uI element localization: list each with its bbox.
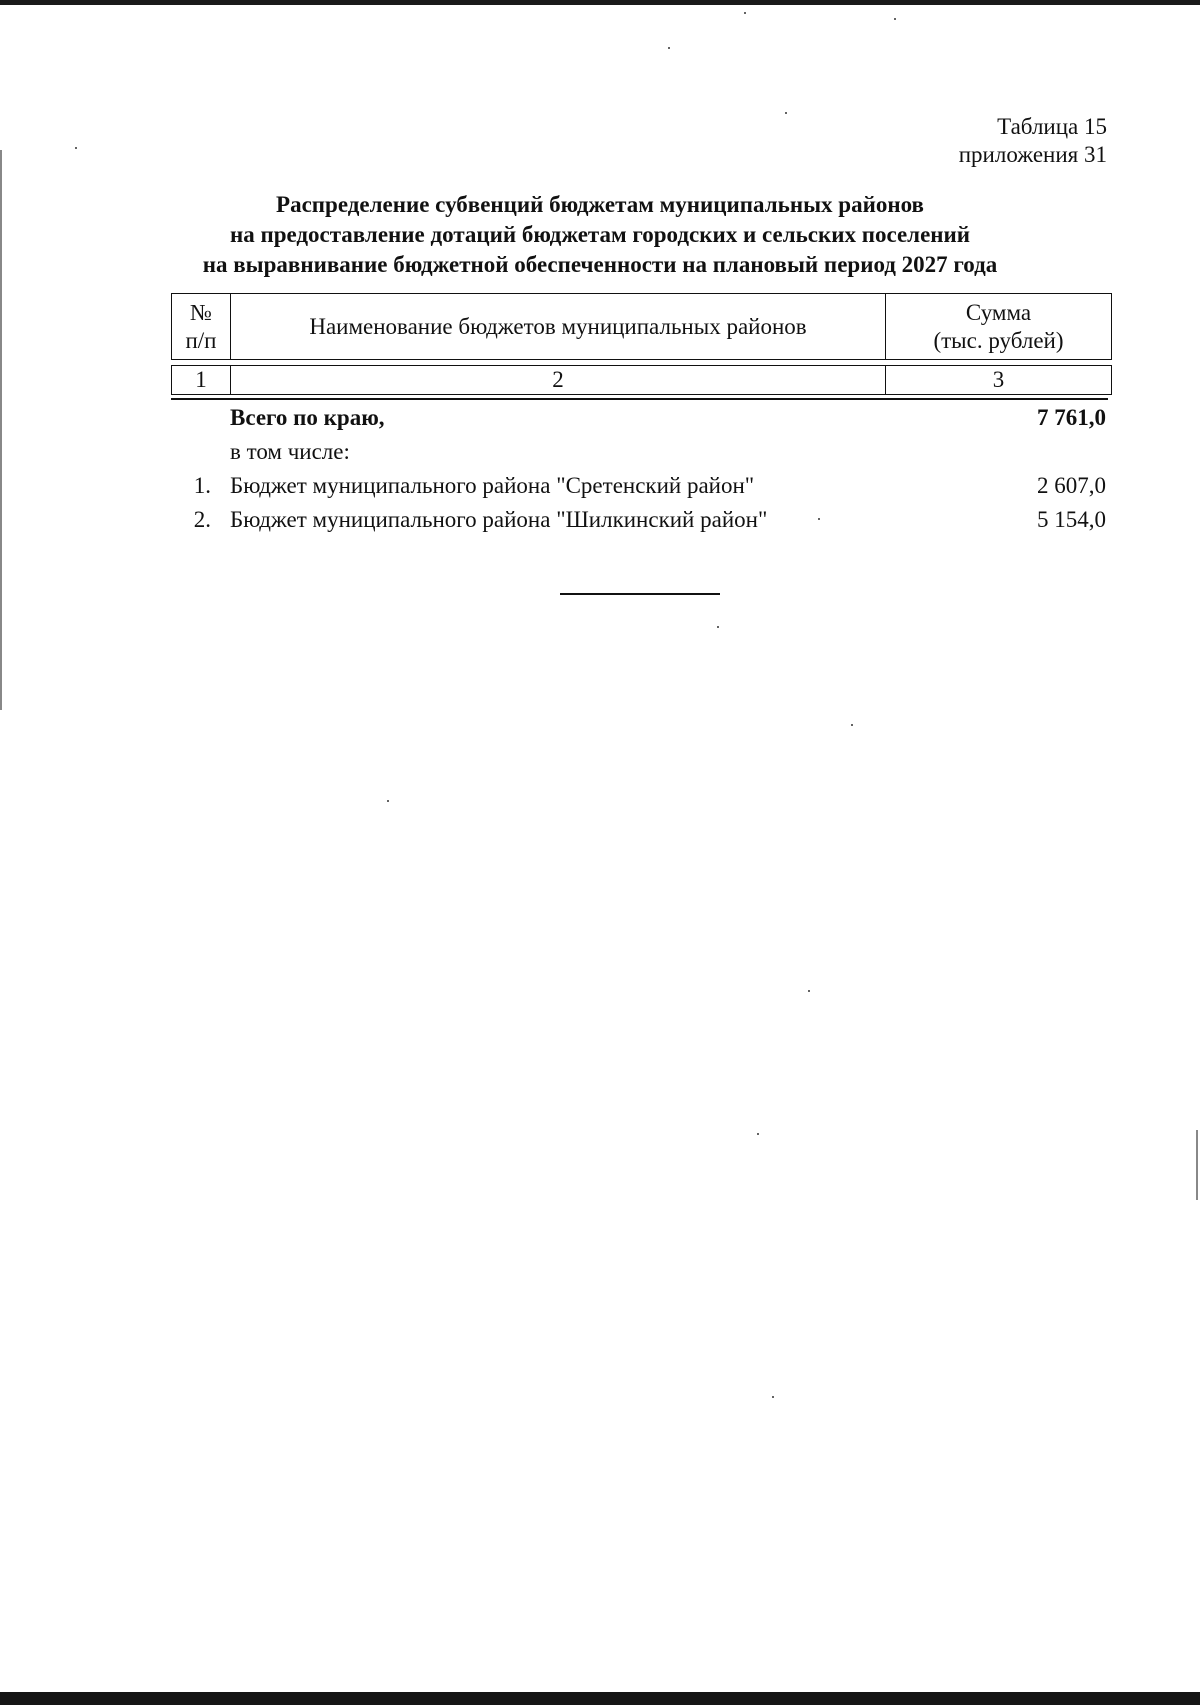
- header-number-abbr: п/п: [185, 327, 217, 353]
- total-amount: 7 761,0: [1037, 405, 1106, 430]
- table-header: [171, 293, 1112, 360]
- header-name: Наименование бюджетов муниципальных районов: [231, 294, 886, 360]
- scan-speck: [808, 990, 810, 992]
- scan-edge-right: [1196, 1130, 1198, 1200]
- column-number: 3: [886, 366, 1112, 395]
- total-sublabel-row: [171, 436, 1108, 468]
- row-number: 1.: [193, 473, 211, 498]
- column-number: 1: [172, 366, 231, 395]
- title-line-3: на выравнивание бюджетной обеспеченности на плановый период 2027 года: [202, 252, 998, 277]
- total-row: [171, 402, 1108, 434]
- scan-speck: [785, 112, 787, 114]
- header-amount-title: Сумма: [965, 299, 1032, 325]
- header-number: [172, 294, 231, 360]
- header-number-symbol: №: [190, 299, 212, 325]
- scan-edge-bottom: [0, 1692, 1200, 1705]
- appendix-number: приложения 31: [958, 142, 1107, 167]
- scan-speck: [757, 1133, 759, 1135]
- column-number-row: [171, 365, 1112, 395]
- scan-speck: [387, 800, 389, 802]
- column-number: 2: [231, 366, 886, 395]
- row-amount: 5 154,0: [1037, 507, 1106, 532]
- header-amount-unit: (тыс. рублей): [933, 327, 1064, 353]
- header-amount: [886, 294, 1112, 360]
- scan-speck: [668, 47, 670, 49]
- scan-edge-top: [0, 0, 1200, 5]
- title-line-1: Распределение субвенций бюджетам муниципальных районов: [276, 192, 924, 217]
- scan-speck: [851, 724, 853, 726]
- title-line-2: на предоставление дотаций бюджетам городских и сельских поселений: [229, 222, 971, 247]
- row-name: Бюджет муниципального района "Шилкинский район": [230, 507, 768, 532]
- scan-speck: [717, 626, 719, 628]
- document-title: [150, 190, 1050, 280]
- scan-edge-left: [0, 150, 2, 710]
- table-rule: [171, 398, 1108, 400]
- table-row: [171, 470, 1108, 502]
- scan-speck: [744, 12, 746, 14]
- scan-speck: [894, 18, 896, 20]
- row-amount: 2 607,0: [1037, 473, 1106, 498]
- row-number: 2.: [193, 507, 211, 532]
- scan-speck: [75, 147, 77, 149]
- total-sublabel: в том числе:: [230, 439, 350, 464]
- table-caption: [959, 113, 1107, 169]
- table-number: Таблица 15: [997, 114, 1107, 139]
- end-separator: [560, 593, 720, 595]
- scan-speck: [772, 1396, 774, 1398]
- row-name: Бюджет муниципального района "Сретенский район": [230, 473, 755, 498]
- table-row: [171, 504, 1108, 536]
- total-label: Всего по краю,: [230, 405, 385, 430]
